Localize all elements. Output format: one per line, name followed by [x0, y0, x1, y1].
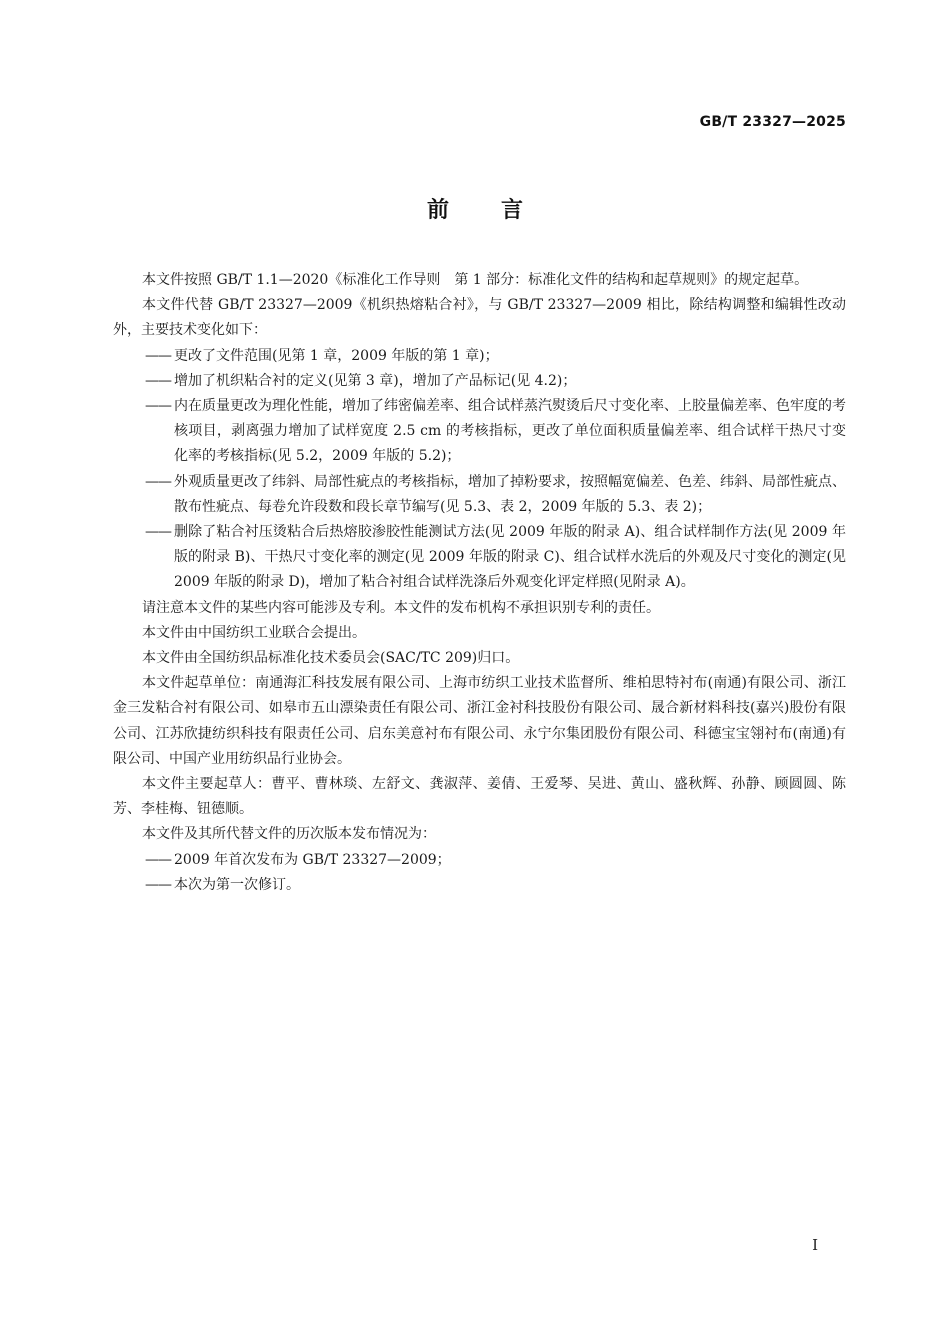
history-item: [113, 848, 846, 873]
list-item: [113, 520, 846, 596]
list-marker: ——: [145, 398, 171, 415]
paragraph-drafting-units: 本文件起草单位：南通海汇科技发展有限公司、上海市纺织工业技术监督所、维柏思特衬布(南通)有限公司、浙江金三发粘合衬有限公司、如皋市五山漂染责任有限公司、浙江金衬科技股份有限公司、晟合新材料科技(嘉兴)股份有限公司、江苏欣捷纺织科技有限责任公司、启东美意衬布有限公司、永宁尔集团股份有限公司、科德宝宝翎衬布(南通)有限公司、中国产业用纺织品行业协会。: [113, 675, 846, 767]
paragraph-proposer: 本文件由中国纺织工业联合会提出。: [142, 624, 366, 641]
list-marker: ——: [145, 851, 171, 868]
page-number: I: [812, 1236, 818, 1254]
foreword-body: [113, 268, 846, 898]
paragraph-patent-notice: 请注意本文件的某些内容可能涉及专利。本文件的发布机构不承担识别专利的责任。: [142, 599, 660, 616]
history-item: [113, 873, 846, 898]
paragraph-committee: 本文件由全国纺织品标准化技术委员会(SAC/TC 209)归口。: [142, 650, 520, 667]
paragraph-drafting-rules: 本文件按照 GB/T 1.1—2020《标准化工作导则 第 1 部分：标准化文件的结构和起草规则》的规定起草。: [142, 272, 809, 288]
list-item-text: 内在质量更改为理化性能，增加了纬密偏差率、组合试样蒸汽熨烫后尺寸变化率、上胶量偏差率、色牢度的考核项目，剥离强力增加了试样宽度 2.5 cm 的考核指标，更改了单位面积质量偏差率、组合试样干热尺寸变化率的考核指标(见 5.2，2009 年版的 5.2)；: [174, 398, 846, 465]
list-item-text: 增加了机织粘合衬的定义(见第 3 章)，增加了产品标记(见 4.2)；: [174, 372, 577, 389]
page-title: 前言: [426, 198, 575, 223]
history-item-text: 本次为第一次修订。: [174, 876, 300, 893]
list-item: [113, 369, 846, 394]
list-item: [113, 394, 846, 470]
list-marker: ——: [145, 473, 171, 490]
list-item: [113, 470, 846, 520]
list-item: [113, 344, 846, 369]
list-marker: ——: [145, 347, 171, 364]
paragraph-history-intro: 本文件及其所代替文件的历次版本发布情况为：: [142, 826, 436, 843]
list-item-text: 更改了文件范围(见第 1 章，2009 年版的第 1 章)；: [174, 347, 499, 364]
list-marker: ——: [145, 372, 171, 389]
document-code: GB/T 23327—2025: [699, 114, 846, 130]
paragraph-drafters: 本文件主要起草人：曹平、曹林琰、左舒文、龚淑萍、姜倩、王爱琴、吴进、黄山、盛秋辉、孙静、顾圆圆、陈芳、李桂梅、钮德顺。: [113, 776, 846, 818]
paragraph-replacement: 本文件代替 GB/T 23327—2009《机织热熔粘合衬》，与 GB/T 23327—2009 相比，除结构调整和编辑性改动外，主要技术变化如下：: [113, 297, 846, 339]
list-item-text: 外观质量更改了纬斜、局部性疵点的考核指标，增加了掉粉要求，按照幅宽偏差、色差、纬斜、局部性疵点、散布性疵点、每卷允许段数和段长章节编写(见 5.3、表 2，2009 年版的 5.3、表 2)；: [174, 473, 846, 515]
list-item-text: 删除了粘合衬压烫粘合后热熔胶渗胶性能测试方法(见 2009 年版的附录 A)、组合试样制作方法(见 2009 年版的附录 B)、干热尺寸变化率的测定(见 2009 年版的附录 C)、组合试样水洗后的外观及尺寸变化的测定(见 2009 年版的附录 D)，增加了粘合衬组合试样洗涤后外观变化评定样照(见附录 A)。: [174, 524, 846, 591]
history-item-text: 2009 年首次发布为 GB/T 23327—2009；: [174, 851, 451, 868]
list-marker: ——: [145, 876, 171, 893]
list-marker: ——: [145, 524, 171, 541]
